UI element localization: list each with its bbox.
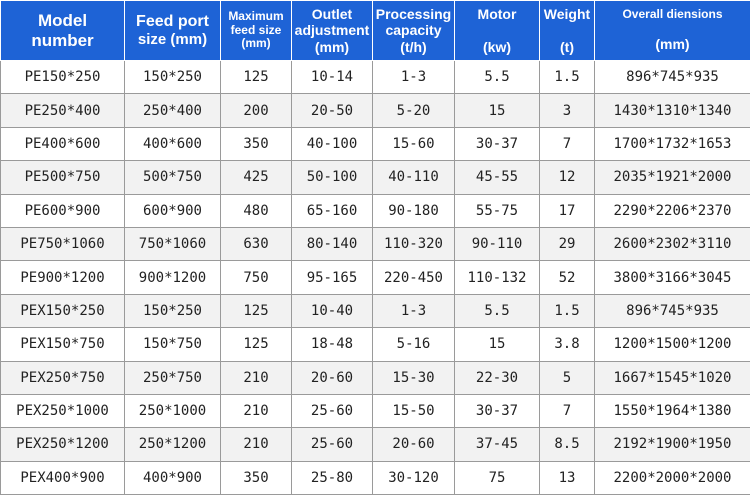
motor-cell: 15	[455, 94, 540, 127]
maximum-feed-size-cell: 480	[221, 194, 292, 227]
feed-port-size-cell: 900*1200	[125, 261, 221, 294]
processing-capacity-cell: 30-120	[373, 461, 455, 494]
overall-dimensions-cell: 896*745*935	[595, 294, 750, 327]
maximum-feed-size-cell: 350	[221, 461, 292, 494]
processing-capacity-cell: 1-3	[373, 61, 455, 94]
table-row	[1, 194, 750, 227]
overall-dimensions-cell: 2035*1921*2000	[595, 161, 750, 194]
processing-capacity-cell: 15-50	[373, 394, 455, 427]
motor-cell: 30-37	[455, 127, 540, 160]
motor-cell: 22-30	[455, 361, 540, 394]
overall-dimensions-cell: 1430*1310*1340	[595, 94, 750, 127]
outlet-adjustment-cell: 10-40	[292, 294, 373, 327]
outlet-adjustment-cell: 50-100	[292, 161, 373, 194]
outlet-adjustment-cell: 25-60	[292, 428, 373, 461]
maximum-feed-size-cell: 210	[221, 428, 292, 461]
maximum-feed-size-cell: 630	[221, 227, 292, 260]
weight-cell: 7	[540, 394, 595, 427]
outlet-adjustment-cell: 95-165	[292, 261, 373, 294]
maximum-feed-size-cell: 425	[221, 161, 292, 194]
outlet-adjustment-cell: 25-60	[292, 394, 373, 427]
model-number-cell: PE900*1200	[1, 261, 125, 294]
table-row	[1, 294, 750, 327]
weight-cell: 8.5	[540, 428, 595, 461]
processing-capacity-cell: 20-60	[373, 428, 455, 461]
motor-cell: 45-55	[455, 161, 540, 194]
outlet-adjustment-cell: 10-14	[292, 61, 373, 94]
table-row	[1, 227, 750, 260]
table-row	[1, 127, 750, 160]
model-number-cell: PEX250*1000	[1, 394, 125, 427]
processing-capacity-cell: 15-60	[373, 127, 455, 160]
weight-cell: 1.5	[540, 294, 595, 327]
feed-port-size-cell: 600*900	[125, 194, 221, 227]
processing-capacity-cell: 40-110	[373, 161, 455, 194]
header-weight: Weight (t)	[540, 1, 595, 61]
processing-capacity-cell: 110-320	[373, 227, 455, 260]
model-number-cell: PE400*600	[1, 127, 125, 160]
maximum-feed-size-cell: 750	[221, 261, 292, 294]
weight-cell: 12	[540, 161, 595, 194]
table-row	[1, 161, 750, 194]
feed-port-size-cell: 500*750	[125, 161, 221, 194]
table-row	[1, 394, 750, 427]
maximum-feed-size-cell: 200	[221, 94, 292, 127]
table-row	[1, 428, 750, 461]
weight-cell: 29	[540, 227, 595, 260]
motor-cell: 5.5	[455, 61, 540, 94]
model-number-cell: PE750*1060	[1, 227, 125, 260]
weight-cell: 52	[540, 261, 595, 294]
outlet-adjustment-cell: 40-100	[292, 127, 373, 160]
processing-capacity-cell: 220-450	[373, 261, 455, 294]
model-number-cell: PEX150*250	[1, 294, 125, 327]
overall-dimensions-cell: 2192*1900*1950	[595, 428, 750, 461]
motor-cell: 37-45	[455, 428, 540, 461]
model-number-cell: PEX150*750	[1, 328, 125, 361]
weight-cell: 3	[540, 94, 595, 127]
processing-capacity-cell: 5-16	[373, 328, 455, 361]
feed-port-size-cell: 400*600	[125, 127, 221, 160]
outlet-adjustment-cell: 18-48	[292, 328, 373, 361]
header-outlet-adjustment: Outlet adjustment (mm)	[292, 1, 373, 61]
header-motor: Motor (kw)	[455, 1, 540, 61]
motor-cell: 15	[455, 328, 540, 361]
feed-port-size-cell: 250*1000	[125, 394, 221, 427]
table-row	[1, 461, 750, 494]
header-maximum-feed-size: Maximum feed size (mm)	[221, 1, 292, 61]
feed-port-size-cell: 750*1060	[125, 227, 221, 260]
outlet-adjustment-cell: 80-140	[292, 227, 373, 260]
model-number-cell: PEX250*1200	[1, 428, 125, 461]
header-overall-dimensions: Overall diensions (mm)	[595, 1, 750, 61]
motor-cell: 30-37	[455, 394, 540, 427]
motor-cell: 110-132	[455, 261, 540, 294]
weight-cell: 1.5	[540, 61, 595, 94]
model-number-cell: PE600*900	[1, 194, 125, 227]
motor-cell: 55-75	[455, 194, 540, 227]
table-row	[1, 261, 750, 294]
feed-port-size-cell: 150*250	[125, 294, 221, 327]
weight-cell: 5	[540, 361, 595, 394]
motor-cell: 90-110	[455, 227, 540, 260]
outlet-adjustment-cell: 25-80	[292, 461, 373, 494]
overall-dimensions-cell: 2200*2000*2000	[595, 461, 750, 494]
outlet-adjustment-cell: 20-60	[292, 361, 373, 394]
overall-dimensions-cell: 2290*2206*2370	[595, 194, 750, 227]
header-processing-capacity: Processing capacity (t/h)	[373, 1, 455, 61]
maximum-feed-size-cell: 125	[221, 328, 292, 361]
processing-capacity-cell: 15-30	[373, 361, 455, 394]
feed-port-size-cell: 400*900	[125, 461, 221, 494]
outlet-adjustment-cell: 20-50	[292, 94, 373, 127]
model-number-cell: PE150*250	[1, 61, 125, 94]
motor-cell: 5.5	[455, 294, 540, 327]
header-row	[1, 1, 750, 61]
maximum-feed-size-cell: 210	[221, 394, 292, 427]
header-feed-port-size: Feed port size (mm)	[125, 1, 221, 61]
weight-cell: 13	[540, 461, 595, 494]
feed-port-size-cell: 250*400	[125, 94, 221, 127]
model-number-cell: PEX400*900	[1, 461, 125, 494]
header-model-number: Model number	[1, 1, 125, 61]
table-row	[1, 361, 750, 394]
overall-dimensions-cell: 3800*3166*3045	[595, 261, 750, 294]
maximum-feed-size-cell: 125	[221, 294, 292, 327]
maximum-feed-size-cell: 125	[221, 61, 292, 94]
maximum-feed-size-cell: 350	[221, 127, 292, 160]
model-number-cell: PE500*750	[1, 161, 125, 194]
outlet-adjustment-cell: 65-160	[292, 194, 373, 227]
weight-cell: 3.8	[540, 328, 595, 361]
weight-cell: 17	[540, 194, 595, 227]
feed-port-size-cell: 250*750	[125, 361, 221, 394]
feed-port-size-cell: 150*750	[125, 328, 221, 361]
table-row	[1, 61, 750, 94]
model-number-cell: PEX250*750	[1, 361, 125, 394]
processing-capacity-cell: 1-3	[373, 294, 455, 327]
overall-dimensions-cell: 1550*1964*1380	[595, 394, 750, 427]
feed-port-size-cell: 250*1200	[125, 428, 221, 461]
overall-dimensions-cell: 2600*2302*3110	[595, 227, 750, 260]
overall-dimensions-cell: 1667*1545*1020	[595, 361, 750, 394]
motor-cell: 75	[455, 461, 540, 494]
maximum-feed-size-cell: 210	[221, 361, 292, 394]
table-body	[1, 61, 750, 495]
table-row	[1, 328, 750, 361]
overall-dimensions-cell: 1700*1732*1653	[595, 127, 750, 160]
overall-dimensions-cell: 896*745*935	[595, 61, 750, 94]
feed-port-size-cell: 150*250	[125, 61, 221, 94]
processing-capacity-cell: 90-180	[373, 194, 455, 227]
model-number-cell: PE250*400	[1, 94, 125, 127]
overall-dimensions-cell: 1200*1500*1200	[595, 328, 750, 361]
processing-capacity-cell: 5-20	[373, 94, 455, 127]
weight-cell: 7	[540, 127, 595, 160]
table-row	[1, 94, 750, 127]
